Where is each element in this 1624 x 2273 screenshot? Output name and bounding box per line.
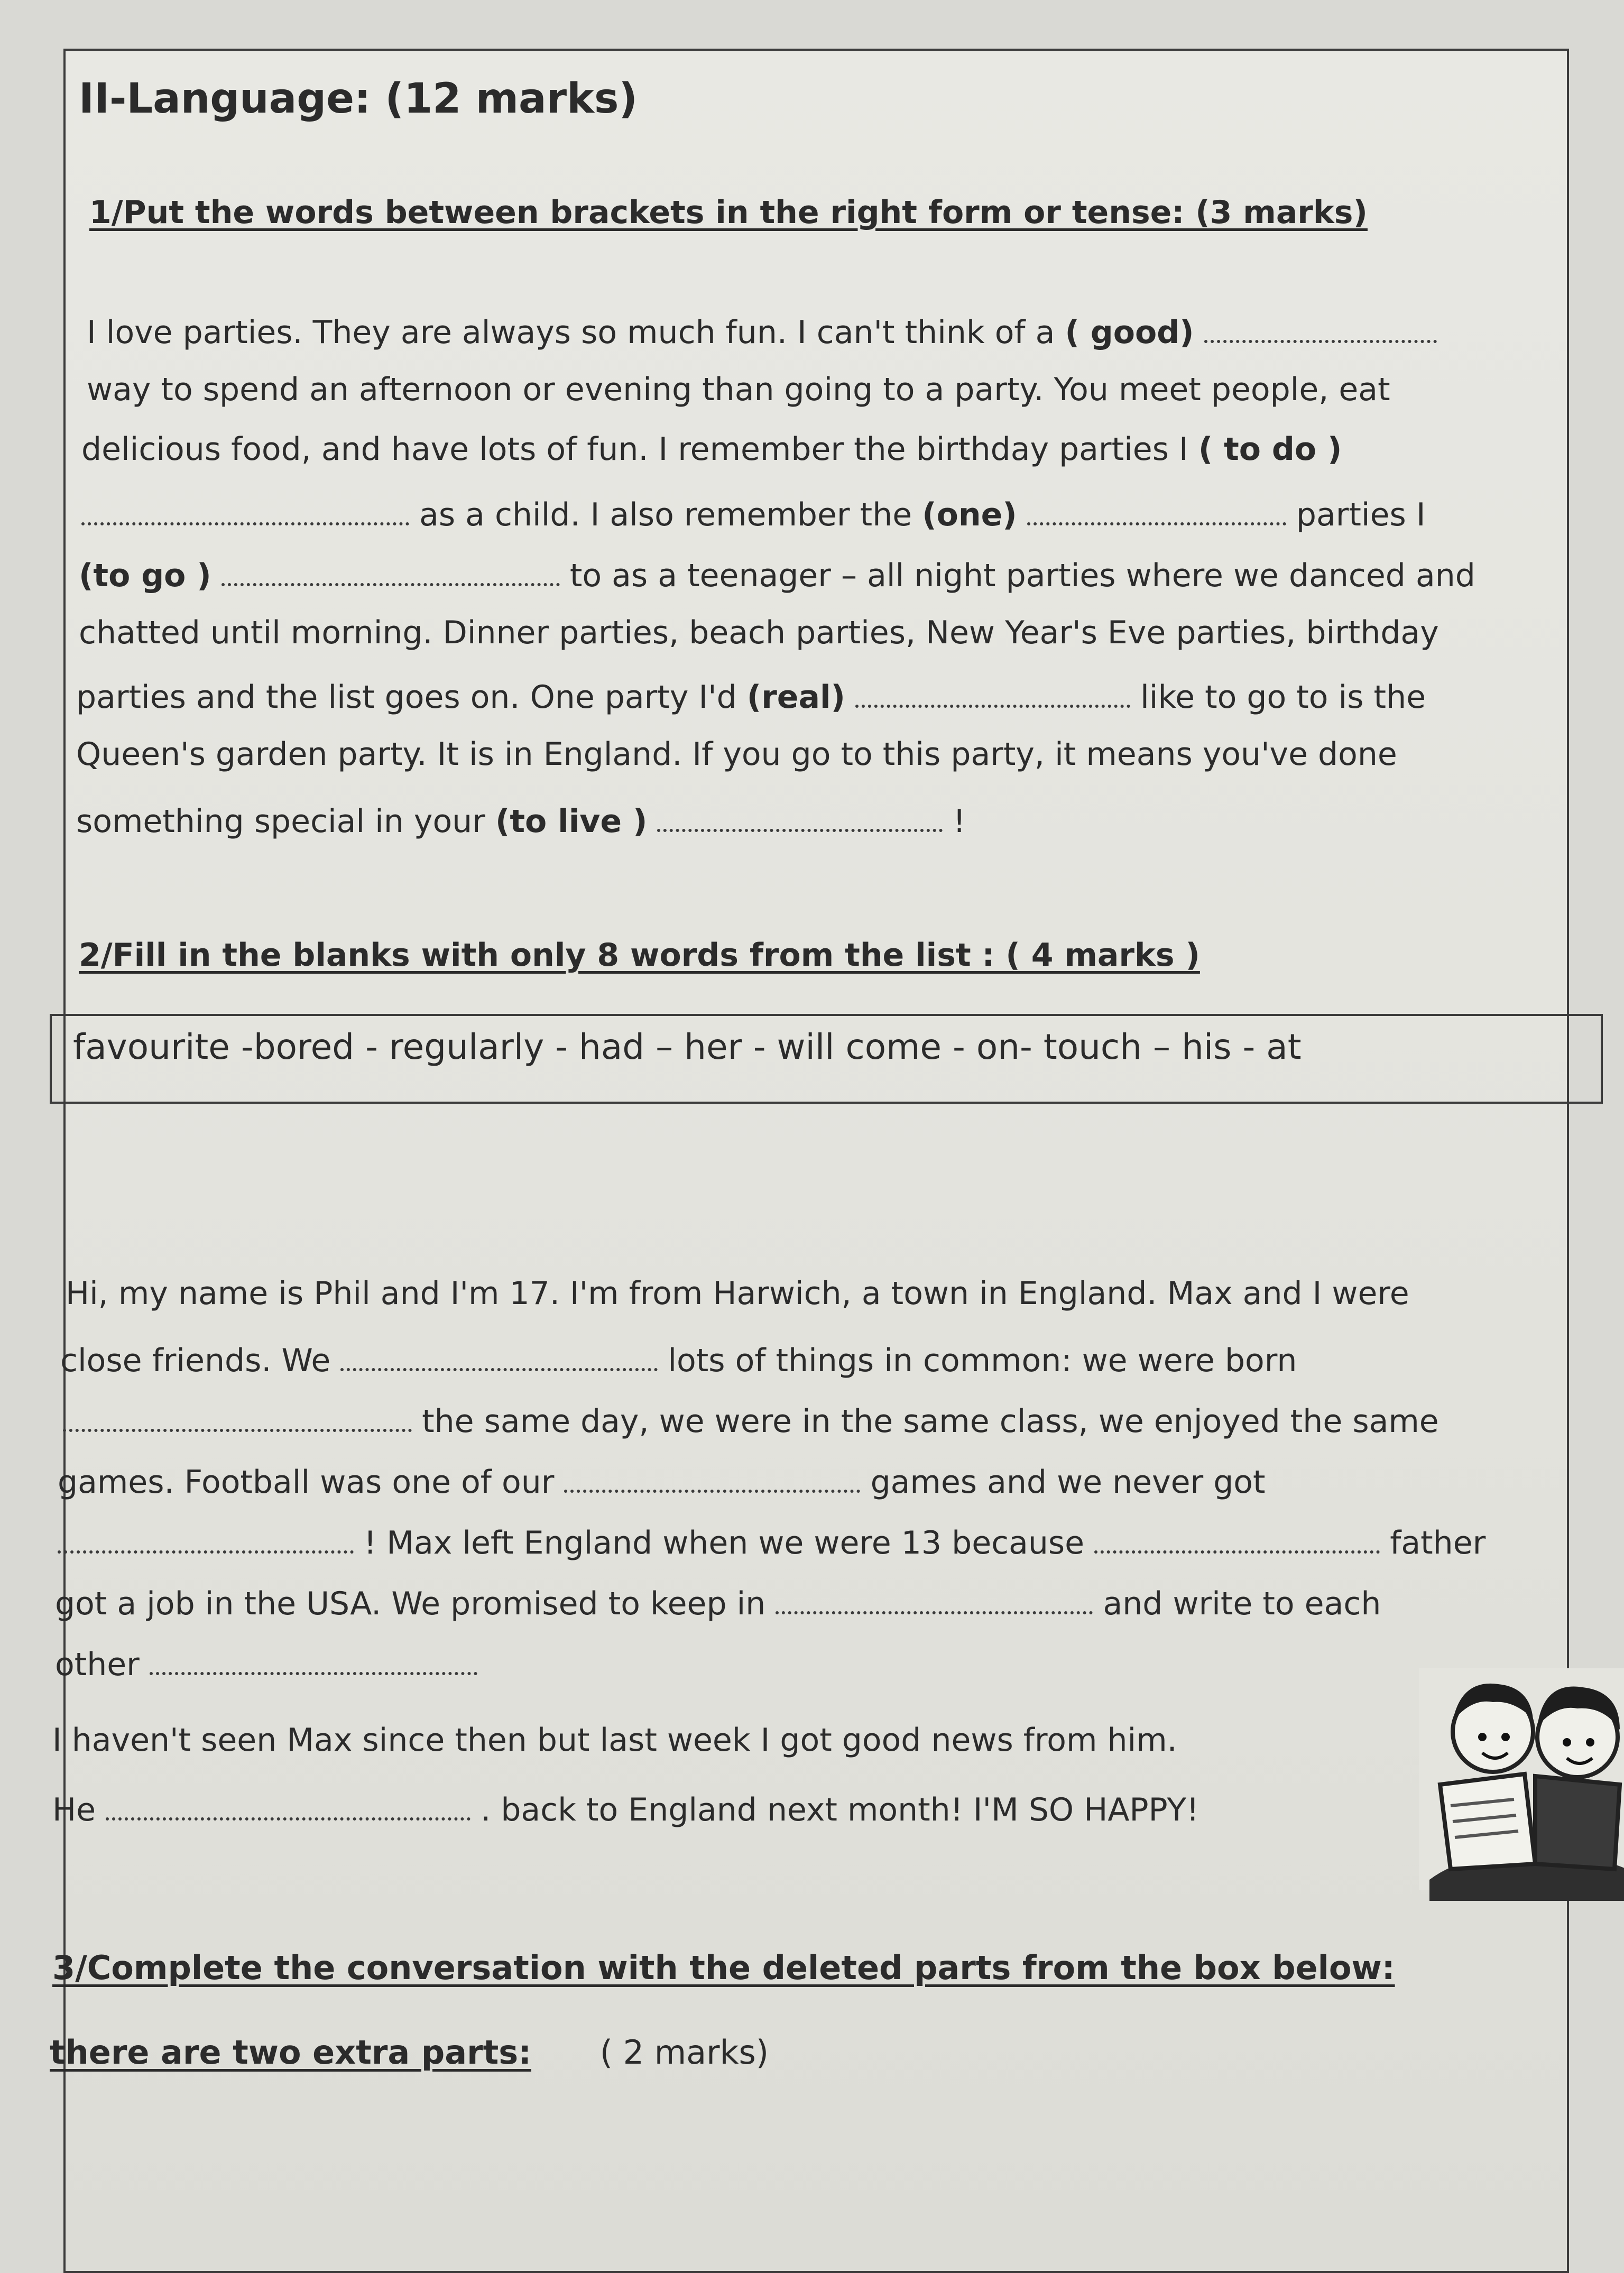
- extra-parts-note: there are two extra parts:: [50, 2033, 531, 2072]
- bracket-word: (real): [746, 679, 845, 716]
- ex2-line-8: I haven't seen Max since then but last week I got good news from him.: [52, 1722, 1177, 1759]
- ex2-line-6: [55, 1581, 1381, 1623]
- exercise-3-marks: ( 2 marks): [599, 2033, 769, 2072]
- exam-page: [50, 49, 1569, 2273]
- bracket-word: ( good): [1065, 314, 1194, 351]
- answer-blank-2[interactable]: [81, 492, 409, 525]
- ex1-line-8: Queen's garden party. It is in England. If you go to this party, it means you've done: [76, 736, 1397, 773]
- text: got a job in the USA. We promised to keep in: [55, 1585, 766, 1622]
- text: as a child. I also remember the: [419, 496, 912, 533]
- ex1-line-4: [81, 492, 1426, 534]
- text: I love parties. They are always so much fun. I can't think of a: [87, 314, 1055, 351]
- ex1-line-7: [76, 674, 1426, 716]
- text: games and we never got: [870, 1464, 1266, 1501]
- fill-blank-7[interactable]: [150, 1642, 477, 1675]
- text: like to go to is the: [1140, 679, 1426, 716]
- text: lots of things in common: we were born: [668, 1342, 1297, 1379]
- exercise-3-heading: 3/Complete the conversation with the deleted parts from the box below:: [52, 1948, 1395, 1987]
- two-boys-reading-icon: [1408, 1637, 1624, 1911]
- fill-blank-3[interactable]: [564, 1459, 860, 1493]
- eye: [1586, 1738, 1594, 1747]
- fill-blank-2[interactable]: [63, 1399, 412, 1432]
- answer-blank-1[interactable]: [1204, 310, 1437, 343]
- book-page-right: [1535, 1776, 1620, 1869]
- ex2-line-3: [63, 1399, 1439, 1440]
- ex2-line-2: [60, 1338, 1297, 1380]
- text: close friends. We: [60, 1342, 331, 1379]
- word-list-box: [50, 1014, 1603, 1104]
- ex1-line-3: [81, 430, 1342, 468]
- bracket-word: (to live ): [495, 803, 648, 840]
- exercise-3-heading-line-2: [50, 2033, 769, 2072]
- text: to as a teenager – all night parties where we danced and: [569, 557, 1475, 594]
- section-title: II-Language: (12 marks): [79, 75, 638, 123]
- text: and write to each: [1103, 1585, 1381, 1622]
- ex1-line-1: [87, 310, 1437, 352]
- ex2-line-1: Hi, my name is Phil and I'm 17. I'm from Harwich, a town in England. Max and I were: [66, 1275, 1409, 1312]
- ex2-line-9: [52, 1787, 1199, 1829]
- fill-blank-8[interactable]: [106, 1787, 470, 1821]
- text: !: [953, 803, 966, 840]
- answer-blank-4[interactable]: [222, 553, 560, 586]
- eye: [1563, 1738, 1571, 1747]
- exercise-1-heading: 1/Put the words between brackets in the right form or tense: (3 marks): [89, 194, 1368, 231]
- text: the same day, we were in the same class, we enjoyed the same: [422, 1403, 1439, 1440]
- bracket-word: (one): [922, 496, 1017, 533]
- fill-blank-5[interactable]: [1094, 1520, 1380, 1554]
- answer-blank-5[interactable]: [855, 674, 1130, 708]
- ex2-line-7: [55, 1642, 477, 1684]
- illustration-svg: [1408, 1637, 1624, 1911]
- fill-blank-6[interactable]: [776, 1581, 1093, 1614]
- fill-blank-4[interactable]: [58, 1520, 354, 1554]
- text: He: [52, 1791, 96, 1828]
- text: father: [1390, 1524, 1486, 1561]
- text: ! Max left England when we were 13 because: [364, 1524, 1085, 1561]
- text: games. Football was one of our: [58, 1464, 555, 1501]
- text: other: [55, 1646, 140, 1683]
- eye: [1501, 1733, 1510, 1741]
- text: something special in your: [76, 803, 485, 840]
- ex1-line-9: [76, 799, 966, 840]
- bracket-word: (to go ): [79, 557, 211, 594]
- text: . back to England next month! I'M SO HAPPY!: [481, 1791, 1199, 1828]
- ex1-line-5: [79, 553, 1475, 595]
- ex1-line-6: chatted until morning. Dinner parties, beach parties, New Year's Eve parties, birthday: [79, 614, 1439, 651]
- text: parties and the list goes on. One party I'd: [76, 679, 737, 716]
- text: delicious food, and have lots of fun. I remember the birthday parties I: [81, 431, 1188, 468]
- ex2-line-5: [58, 1520, 1485, 1562]
- answer-blank-3[interactable]: [1027, 492, 1286, 525]
- bracket-word: ( to do ): [1198, 431, 1342, 468]
- exercise-2-heading: 2/Fill in the blanks with only 8 words from the list : ( 4 marks ): [79, 937, 1200, 974]
- ex1-line-2: way to spend an afternoon or evening than going to a party. You meet people, eat: [87, 371, 1390, 408]
- word-list: favourite -bored - regularly - had – her - will come - on- touch – his - at: [73, 1027, 1302, 1067]
- fill-blank-1[interactable]: [340, 1338, 658, 1371]
- text: parties I: [1296, 496, 1426, 533]
- eye: [1478, 1733, 1487, 1741]
- answer-blank-6[interactable]: [657, 799, 943, 832]
- ex2-line-4: [58, 1459, 1266, 1501]
